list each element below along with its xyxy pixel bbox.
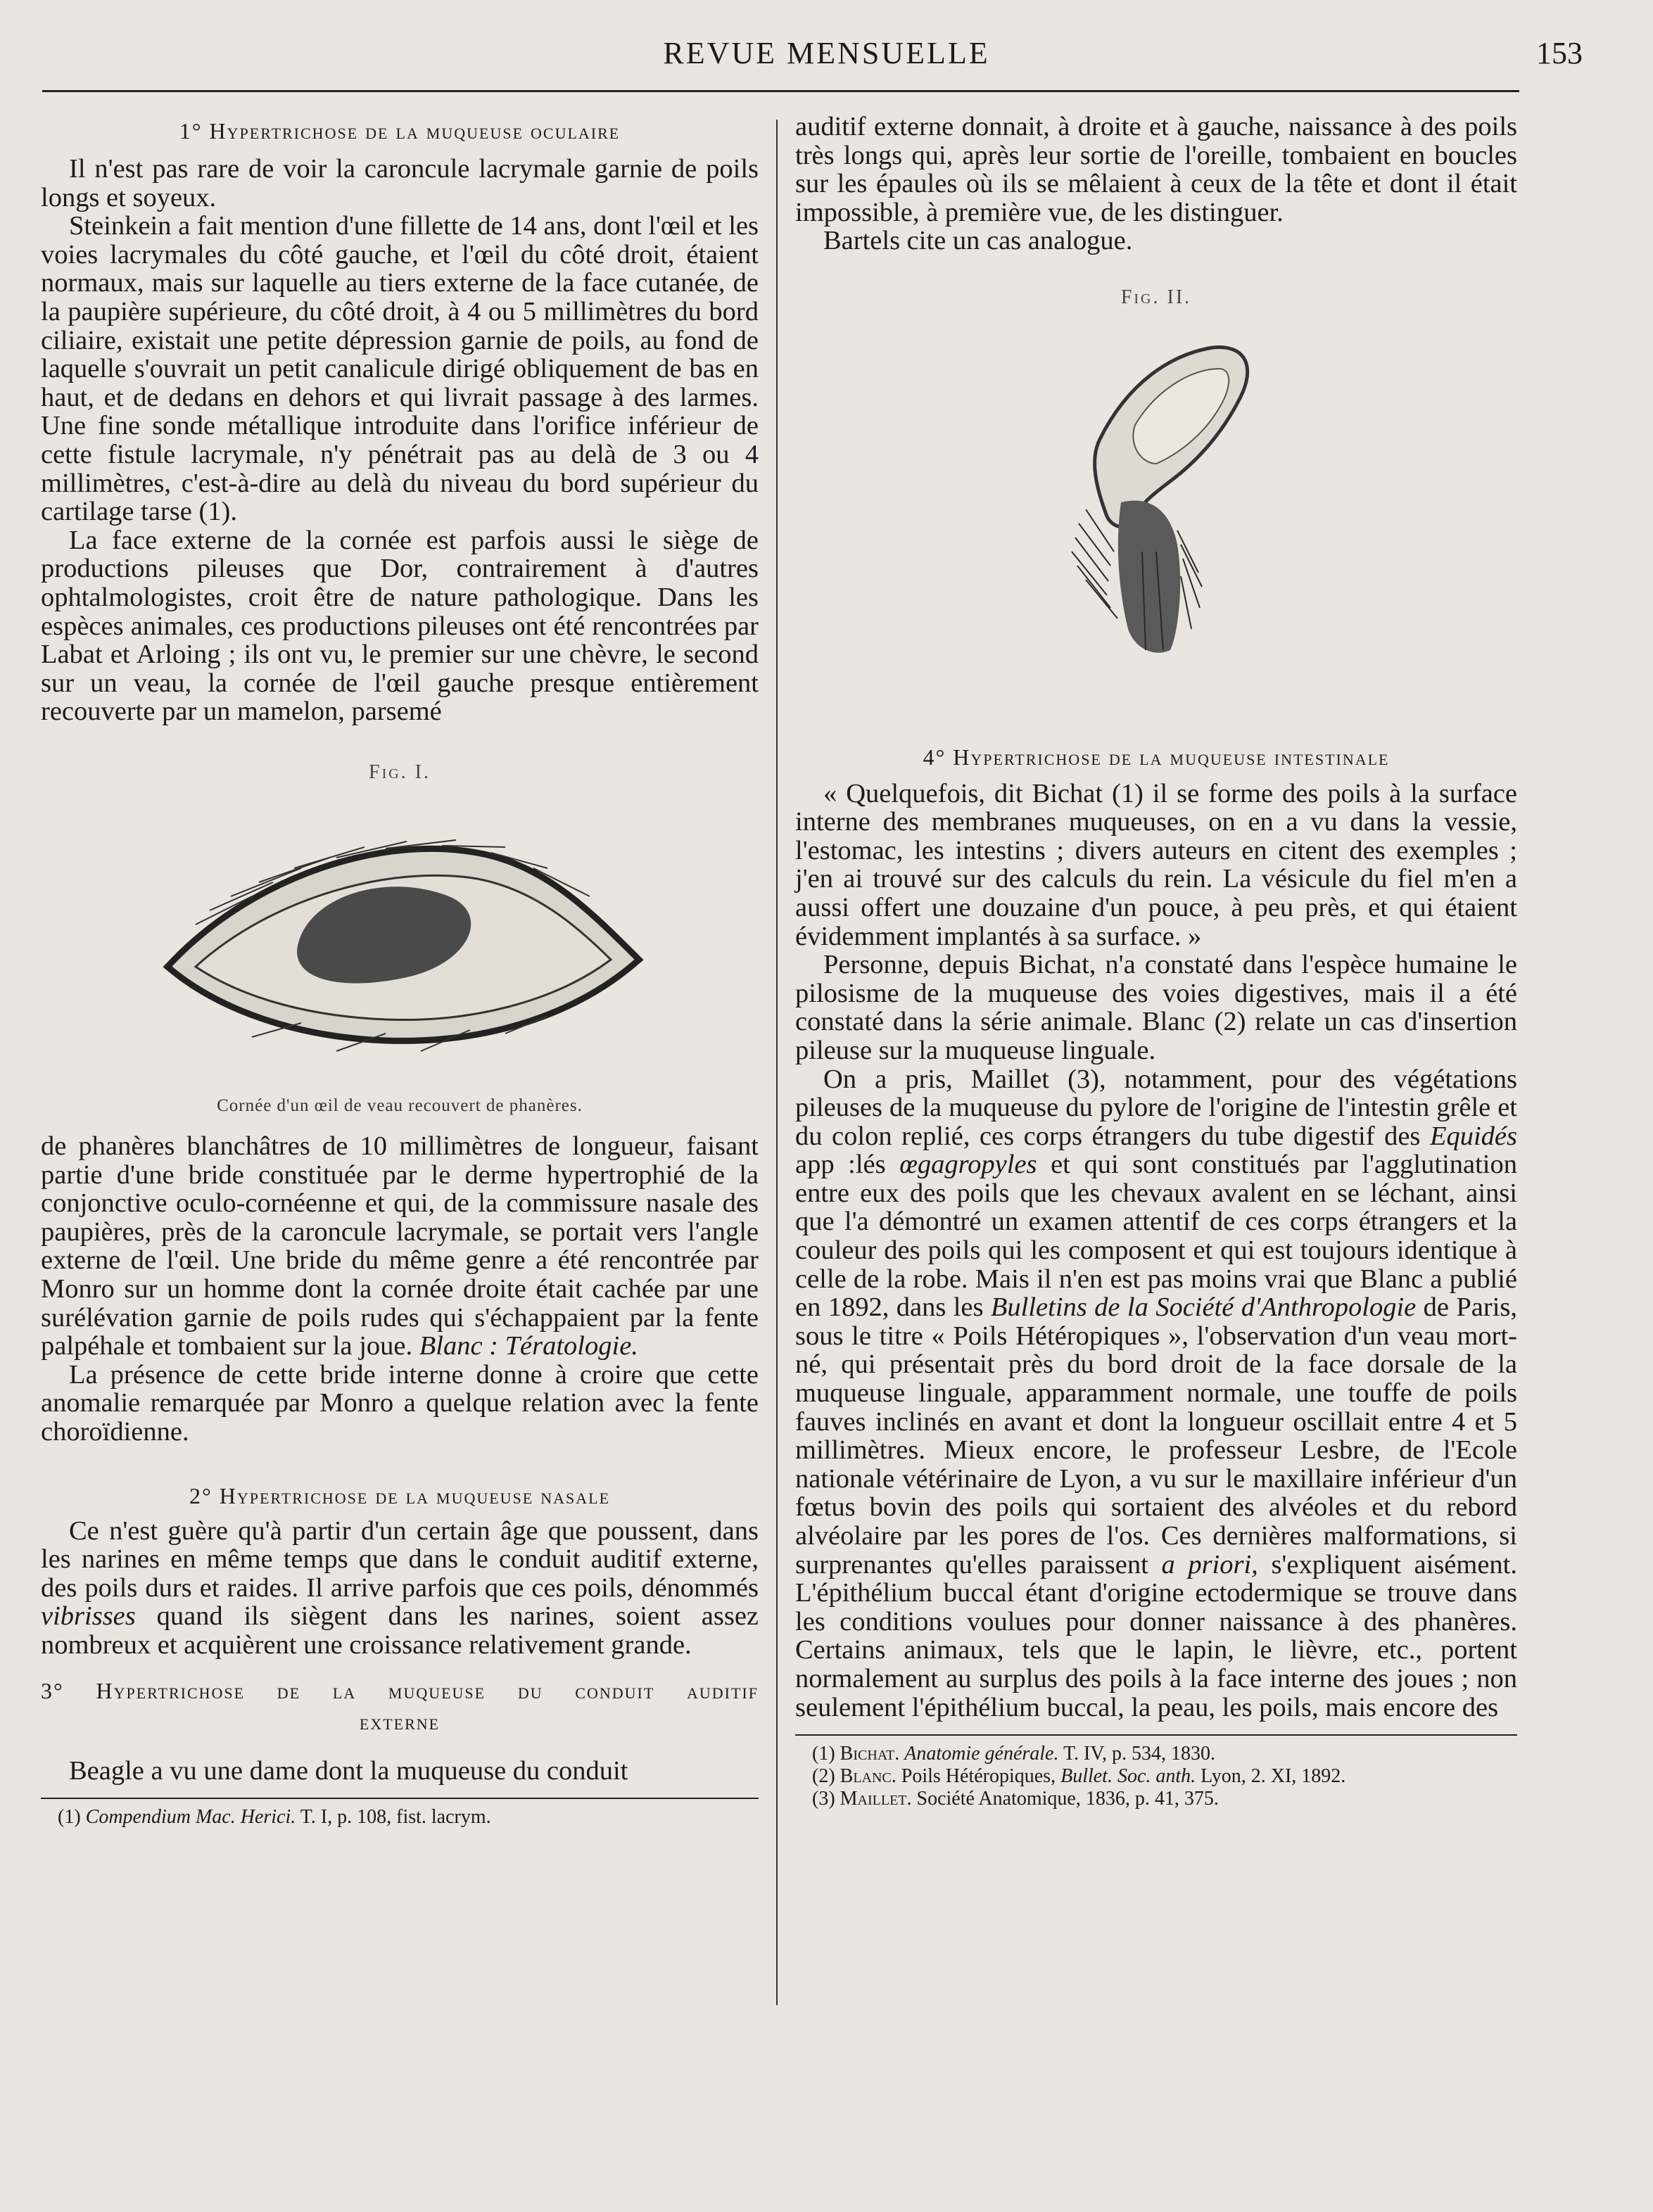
paragraph: Beagle a vu une dame dont la muqueuse du conduit [69, 1755, 628, 1786]
page-number: 153 [1536, 36, 1583, 70]
footnote-rule [41, 1798, 759, 1799]
footnote-rule [795, 1734, 1517, 1736]
paragraph-text: quand ils siègent dans les narines, soient assez nombreux et acquièrent une croissance relativement grande. [41, 1601, 759, 1660]
footnote-number: (1) [58, 1806, 81, 1829]
paragraph: La face externe de la cornée est parfois aussi le siège de productions pileuses que Dor, contrairement à d'autres ophtalmologistes, croit être de nature pathologique. Dans les espèces animales, ces productions pileuses ont été rencontrées par Labat et Arloing ; ils ont vu, le premier sur une chèvre, le second sur un veau, la cornée de l'œil gauche presque entièrement recouverte par un mamelon, parsemé [41, 525, 759, 727]
term-italic: a priori, [1161, 1549, 1258, 1579]
paragraph-text: app :lés [795, 1150, 886, 1180]
figure-1-eye-illustration [153, 791, 646, 1086]
figure-2-ear-illustration [945, 319, 1367, 727]
footnote-text: T. IV, p. 534, 1830. [1063, 1743, 1215, 1765]
footnote-author: Blanc. [840, 1765, 897, 1788]
footnote [795, 1788, 1517, 1810]
section-heading-auditory-line2: externe [359, 1708, 441, 1734]
footnote-title: Compendium Mac. Herici. [85, 1806, 296, 1829]
section-heading-ocular: 1° Hypertrichose de la muqueuse oculaire [179, 118, 621, 144]
paragraph [41, 1132, 759, 1361]
section-heading-intestinal: 4° Hypertrichose de la muqueuse intestinale [923, 744, 1390, 770]
paragraph-text: On a pris, Maillet (3), notamment, pour des végétations pileuses de la muqueuse du pylore de l'origine de l'intestin grêle et du colon replié, ces corps étrangers du tube digestif des [795, 1064, 1517, 1151]
paragraph: Personne, depuis Bichat, n'a constaté dans l'espèce humaine le pilosisme de la muqueuse des voies digestives, mais il a été constaté dans la série animale. Blanc (2) relate un cas d'insertion pileuse sur la muqueuse linguale. [795, 950, 1517, 1065]
paragraph-text: de Paris, sous le titre « Poils Hétéropiques », l'observation d'un veau mort-né, qui présentait près du bord droit de la face dorsale de la muqueuse linguale, apparamment normale, une touffe de poils fauves inclinés en avant et dont la longueur oscillait entre 4 et 5 millimètres. Mieux encore, le professeur Lesbre, de l'Ecole nationale vétérinaire de Lyon, a vu sur le maxillaire inférieur d'un fœtus bovin des poils qui sortaient des alvéoles et du rebord alvéolaire par les pores de l'os. Ces dernières malformations, si surprenantes qu'elles paraissent [795, 1292, 1517, 1579]
journal-title: REVUE MENSUELLE [663, 36, 990, 70]
paragraph [41, 1517, 759, 1660]
footnote-text: Société Anatomique, 1836, p. 41, 375. [916, 1788, 1219, 1810]
footnote-number: (1) [812, 1743, 835, 1765]
footnote-number: (3) [812, 1788, 835, 1810]
paragraph: auditif externe donnait, à droite et à gauche, naissance à des poils très longs qui, après leur sortie de l'oreille, tombaient en boucles sur les épaules où ils se mêlaient à ceux de la tête et dont il était impossible, à première vue, de les distinguer. [795, 112, 1517, 227]
running-header [42, 35, 1611, 77]
paragraph-text: Ce n'est guère qu'à partir d'un certain âge que poussent, dans les narines en même temps que dans le conduit auditif externe, des poils durs et raides. Il arrive parfois que ces poils, dénommés [41, 1515, 759, 1603]
footnote [41, 1806, 759, 1829]
paragraph [795, 1065, 1517, 1722]
footnote-text: Lyon, 2. XI, 1892. [1201, 1765, 1346, 1788]
citation-italic: Blanc : Tératologie. [419, 1331, 638, 1361]
ear-drawing [945, 319, 1367, 727]
term-italic: œgagropyles [899, 1150, 1037, 1180]
paragraph-text: et qui sont constitués par l'agglutination entre eux des poils que les chevaux avalent en se léchant, ainsi que l'a démontré un examen attentif de ces corps étrangers et la couleur des poils qui les composent et qui est toujours identique à celle de la robe. Mais il n'en est pas moins vrai que Blanc a publié en 1892, dans les [795, 1150, 1517, 1323]
footnote-author: Bichat. [840, 1743, 900, 1765]
figure-2-label: Fig. II. [1120, 286, 1192, 308]
paragraph: « Quelquefois, dit Bichat (1) il se forme des poils à la surface interne des membranes muqueuses, on en a vu dans la vessie, l'estomac, les intestins ; divers auteurs en citent des exemples ; j'en ai trouvé sur des calculs du rein. La vésicule du fiel m'en a aussi offert une douzaine d'un pouce, à peu près, et qui étaient évidemment implantés à sa surface. » [795, 778, 1517, 951]
section-heading-nasal: 2° Hypertrichose de la muqueuse nasale [189, 1482, 611, 1508]
term-italic: vibrisses [41, 1601, 136, 1632]
eye-drawing [153, 791, 646, 1086]
footnote-number: (2) [812, 1765, 835, 1788]
paragraph-text: s'expliquent aisément. L'épithélium buccal étant d'origine ectodermique se trouve dans les conditions voulues pour donner naissance à des phanères. Certains animaux, tels que le lapin, le lièvre, etc., portent normalement au surplus des poils à la face interne des joues ; non seulement l'épithélium buccal, la peau, les poils, mais encore des [795, 1549, 1517, 1722]
footnote-title: Anatomie générale. [904, 1743, 1059, 1765]
paragraph: La présence de cette bride interne donne à croire que cette anomalie remarquée par Monro a quelque relation avec la fente choroïdienne. [41, 1359, 759, 1447]
paragraph: Steinkein a fait mention d'une fillette de 14 ans, dont l'œil et les voies lacrymales du côté gauche, et l'œil du côté droit, étaient normaux, mais sur laquelle au tiers externe de la face cutanée, de la paupière supérieure, du côté droit, à 4 ou 5 millimètres du bord ciliaire, existait une petite dépression garnie de poils, au fond de laquelle s'ouvrait un petit canalicule dirigé obliquement de bas en haut, et de dedans en dehors et qui livrait passage à des larmes. Une fine sonde métallique introduite dans l'orifice inférieur de cette fistule lacrymale, n'y pénétrait pas au delà de 3 ou 4 millimètres, c'est-à-dire au delà du niveau du bord supérieur du cartilage tarse (1). [41, 211, 759, 527]
term-italic: Equidés [1429, 1121, 1517, 1151]
paragraph: Bartels cite un cas analogue. [823, 226, 1133, 256]
right-column [795, 113, 1517, 1810]
paragraph-text: de phanères blanchâtres de 10 millimètres de longueur, faisant partie d'une bride constituée par le derme hypertrophié de la conjonctive oculo-cornéenne et qui, de la commissure nasale des paupières, près de la caroncule lacrymale, se portait vers l'angle externe de l'œil. Une bride du même genre a été rencontrée par Monro sur un homme dont la cornée droite était cachée par une surélévation garnie de poils rudes qui s'échappaient par la fente palpéhale et tombaient sur la joue. [41, 1131, 759, 1361]
footnote [795, 1743, 1517, 1765]
journal-italic: Bulletins de la Société d'Anthropologie [990, 1292, 1417, 1323]
figure-1-caption: Cornée d'un œil de veau recouvert de phanères. [217, 1096, 583, 1116]
paragraph: Il n'est pas rare de voir la caroncule lacrymale garnie de poils longs et soyeux. [41, 154, 759, 212]
figure-1-label: Fig. I. [369, 761, 431, 783]
footnote-author: Maillet. [840, 1788, 912, 1810]
section-heading-auditory: 3° Hypertrichose de la muqueuse du conduit auditif [41, 1677, 759, 1703]
footnote [795, 1765, 1517, 1788]
header-rule [42, 90, 1519, 92]
footnote-text: Poils Hétéropiques, [901, 1765, 1056, 1788]
footnote-text: T. I, p. 108, fist. lacrym. [300, 1806, 491, 1829]
left-column [41, 113, 759, 1829]
column-rule [776, 120, 778, 2005]
footnote-title: Bullet. Soc. anth. [1060, 1765, 1196, 1788]
